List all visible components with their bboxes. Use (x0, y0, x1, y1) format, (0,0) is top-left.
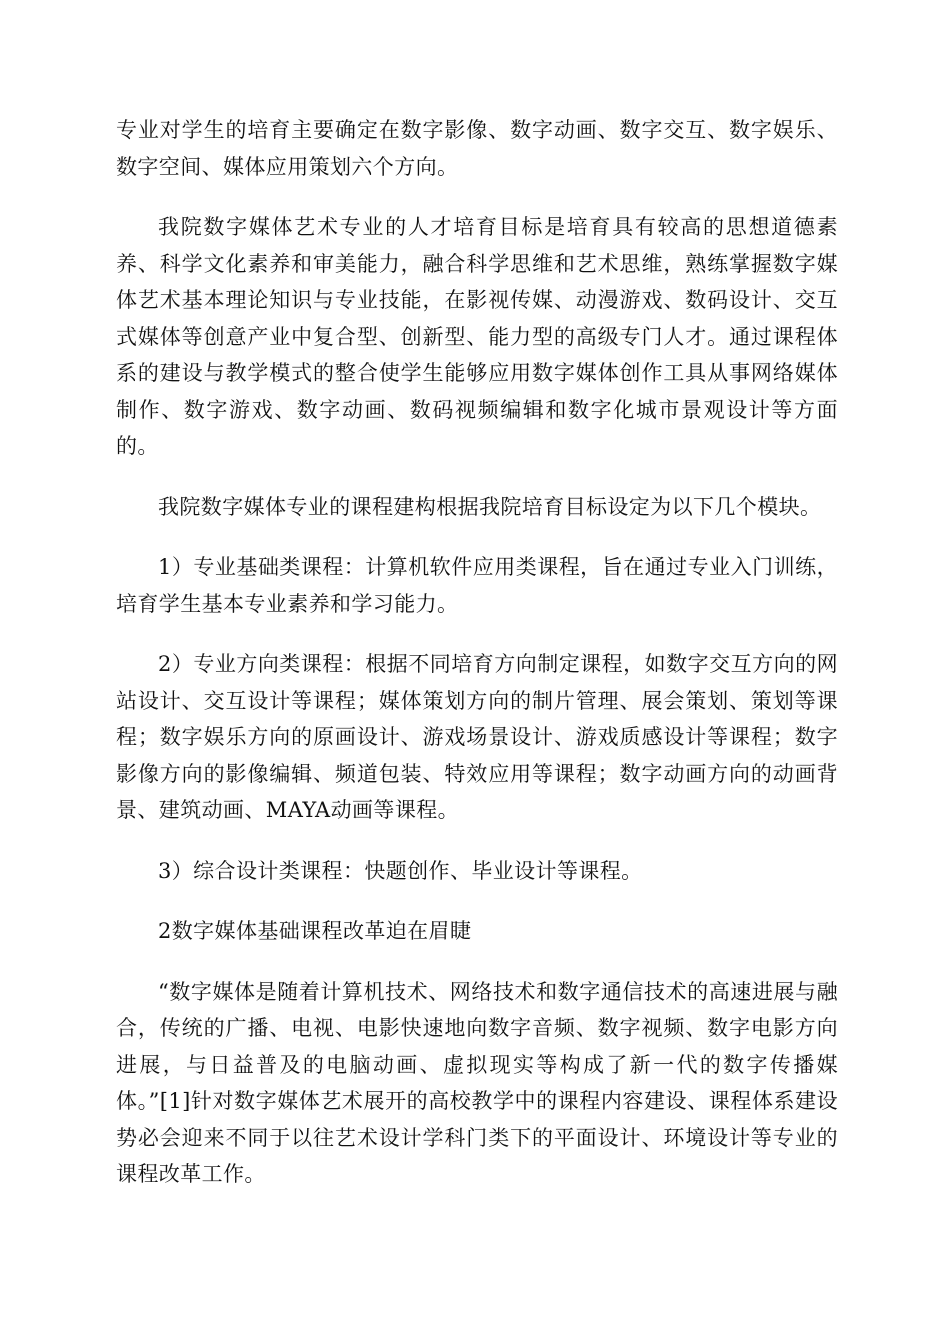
paragraph-training-goal: 我院数字媒体艺术专业的人才培育目标是培育具有较高的思想道德素养、科学文化素养和审美能力，融合科学思维和艺术思维，熟练掌握数字媒体艺术基本理论知识与专业技能，在影视传媒、动漫游戏、数码设计、交互式媒体等创意产业中复合型、创新型、能力型的高级专门人才。通过课程体系的建设与教学模式的整合使学生能够应用数字媒体创作工具从事网络媒体制作、数字游戏、数字动画、数码视频编辑和数字化城市景观设计等方面的。 (116, 215, 838, 458)
paragraph-module-2: 2）专业方向类课程：根据不同培育方向制定课程，如数字交互方向的网站设计、交互设计等课程；媒体策划方向的制片管理、展会策划、策划等课程；数字娱乐方向的原画设计、游戏场景设计、游戏质感设计等课程；数字影像方向的影像编辑、频道包装、特效应用等课程；数字动画方向的动画背景、建筑动画、MAYA动画等课程。 (116, 652, 838, 822)
paragraph-continuation: 专业对学生的培育主要确定在数字影像、数字动画、数字交互、数字娱乐、数字空间、媒体应用策划六个方向。 (116, 118, 838, 179)
paragraph-quote: “数字媒体是随着计算机技术、网络技术和数字通信技术的高速进展与融合，传统的广播、电视、电影快速地向数字音频、数字视频、数字电影方向进展，与日益普及的电脑动画、虚拟现实等构成了新一代的数字传播媒体。”[1]针对数字媒体艺术展开的高校教学中的课程内容建设、课程体系建设势必会迎来不同于以往艺术设计学科门类下的平面设计、环境设计等专业的课程改革工作。 (116, 979, 838, 1186)
paragraph-module-3: 3）综合设计类课程：快题创作、毕业设计等课程。 (158, 858, 643, 883)
paragraph-module-1: 1）专业基础类课程：计算机软件应用类课程，旨在通过专业入门训练，培育学生基本专业素养和学习能力。 (116, 555, 838, 616)
section-heading: 2数字媒体基础课程改革迫在眉睫 (158, 919, 472, 943)
paragraph-curriculum-modules: 我院数字媒体专业的课程建构根据我院培育目标设定为以下几个模块。 (158, 494, 822, 519)
document-page (116, 112, 838, 1217)
